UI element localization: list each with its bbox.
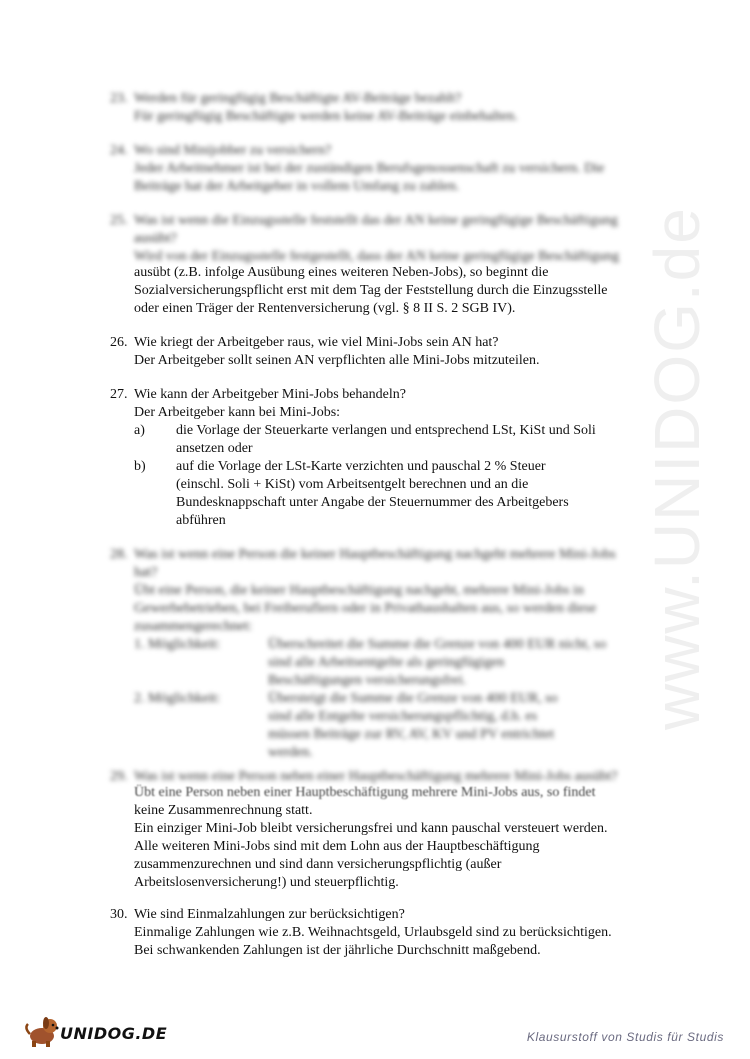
answer-line: ausübt (z.B. infolge Ausübung eines weiteren Neben-Jobs), so beginnt die — [134, 265, 549, 280]
answer-line: zusammenzurechnen und sind dann versicherungspflichtig (außer — [134, 857, 502, 872]
answer-line: Jeder Arbeitnehmer ist bei der zuständigen Berufsgenossenschaft zu versichern. Die — [134, 161, 605, 176]
answer-text: Der Arbeitgeber sollt seinen AN verpflichten alle Mini-Jobs mitzuteilen. — [134, 353, 540, 368]
answer-line-blurred: Wird von der Einzugsstelle festgestellt, dass der AN keine geringfügige Beschäftigung — [134, 249, 620, 264]
possibility-line: sind alle Arbeitsentgelte als geringfügigen — [268, 655, 505, 670]
answer-line: oder einen Träger der Rentenversicherung (vgl. § 8 II S. 2 SGB IV). — [134, 301, 516, 316]
question-number: 27. — [110, 387, 128, 402]
question-text: Was ist wenn eine Person neben einer Hauptbeschäftigung mehrere Mini-Jobs ausübt? — [134, 769, 618, 784]
question-number: 24. — [110, 143, 128, 158]
possibility-label: 1. Möglichkeit: — [134, 637, 221, 652]
logo-text: UNIDOG.DE — [60, 1024, 168, 1043]
answer-line-partial: Übt eine Person neben einer Hauptbeschäftigung mehrere Mini-Jobs aus, so findet — [134, 785, 596, 800]
answer-line: Alle weiteren Mini-Jobs sind mit dem Lohn aus der Hauptbeschäftigung — [134, 839, 540, 854]
option-line: Bundesknappschaft unter Angabe der Steuernummer des Arbeitgebers — [176, 495, 569, 510]
answer-intro: Der Arbeitgeber kann bei Mini-Jobs: — [134, 405, 341, 420]
question-text: Werden für geringfügig Beschäftigte AV-Beiträge bezahlt? — [134, 91, 462, 106]
possibility-line: Beschäftigungen versicherungsfrei. — [268, 673, 467, 688]
question-number: 26. — [110, 335, 128, 350]
option-line: abführen — [176, 513, 226, 528]
question-number: 28. — [110, 547, 128, 562]
question-line: hat? — [134, 565, 158, 580]
answer-line: Bei schwankenden Zahlungen ist der jährliche Durchschnitt maßgebend. — [134, 943, 541, 958]
answer-line: Beiträge hat der Arbeitgeber in vollem Umfang zu zahlen. — [134, 179, 460, 194]
answer-text: Für geringfügig Beschäftigte werden keine AV-Beiträge einbehalten. — [134, 109, 518, 124]
possibility-line: werden. — [268, 745, 313, 760]
footer-tagline: Klausurstoff von Studis für Studis — [526, 1030, 724, 1044]
option-line: ansetzen oder — [176, 441, 253, 456]
question-text: Wie kriegt der Arbeitgeber raus, wie viel Mini-Jobs sein AN hat? — [134, 335, 499, 350]
question-line: Was ist wenn die Einzugsstelle feststellt das der AN keine geringfügige Beschäftigung — [134, 213, 618, 228]
answer-line: Sozialversicherungspflicht erst mit dem Tag der Feststellung durch die Einzugsstelle — [134, 283, 608, 298]
question-number: 25. — [110, 213, 128, 228]
question-line: Was ist wenn eine Person die keiner Hauptbeschäftigung nachgeht mehrere Mini-Jobs — [134, 547, 616, 562]
watermark: www.UNIDOG.de — [641, 206, 713, 730]
option-line: die Vorlage der Steuerkarte verlangen und entsprechend LSt, KiSt und Soli — [176, 423, 596, 438]
option-label: b) — [134, 459, 146, 474]
answer-line: Ein einziger Mini-Job bleibt versicherungsfrei und kann pauschal versteuert werden. — [134, 821, 608, 836]
answer-line: keine Zusammenrechnung statt. — [134, 803, 313, 818]
question-text: Wo sind Minijobber zu versichern? — [134, 143, 332, 158]
dog-logo-icon — [22, 1014, 62, 1048]
answer-line: Einmalige Zahlungen wie z.B. Weihnachtsgeld, Urlaubsgeld sind zu berücksichtigen. — [134, 925, 612, 940]
question-line: ausübt? — [134, 231, 177, 246]
possibility-line: müssen Beiträge zur RV, AV, KV und PV entrichtet — [268, 727, 555, 742]
answer-line: Übt eine Person, die keiner Hauptbeschäftigung nachgeht, mehrere Mini-Jobs in — [134, 583, 584, 598]
option-line: (einschl. Soli + KiSt) vom Arbeitsentgelt berechnen und an die — [176, 477, 529, 492]
question-text: Wie kann der Arbeitgeber Mini-Jobs behandeln? — [134, 387, 406, 402]
answer-line: Gewerbebetrieben, bei Freiberuflern oder in Privathaushalten aus, so werden diese — [134, 601, 597, 616]
option-label: a) — [134, 423, 145, 438]
question-number: 30. — [110, 907, 128, 922]
possibility-line: Übersteigt die Summe die Grenze von 400 EUR, so — [268, 691, 558, 706]
option-line: auf die Vorlage der LSt-Karte verzichten und pauschal 2 % Steuer — [176, 459, 546, 474]
possibility-line: sind alle Entgelte versicherungspflichtig, d.h. es — [268, 709, 538, 724]
question-number: 29. — [110, 769, 128, 784]
possibility-line: Überschreitet die Summe die Grenze von 400 EUR nicht, so — [268, 637, 607, 652]
answer-line: Arbeitslosenversicherung!) und steuerpflichtig. — [134, 875, 399, 890]
possibility-label: 2. Möglichkeit: — [134, 691, 221, 706]
question-number: 23. — [110, 91, 128, 106]
answer-line: zusammengerechnet: — [134, 619, 253, 634]
question-text: Wie sind Einmalzahlungen zur berücksichtigen? — [134, 907, 405, 922]
